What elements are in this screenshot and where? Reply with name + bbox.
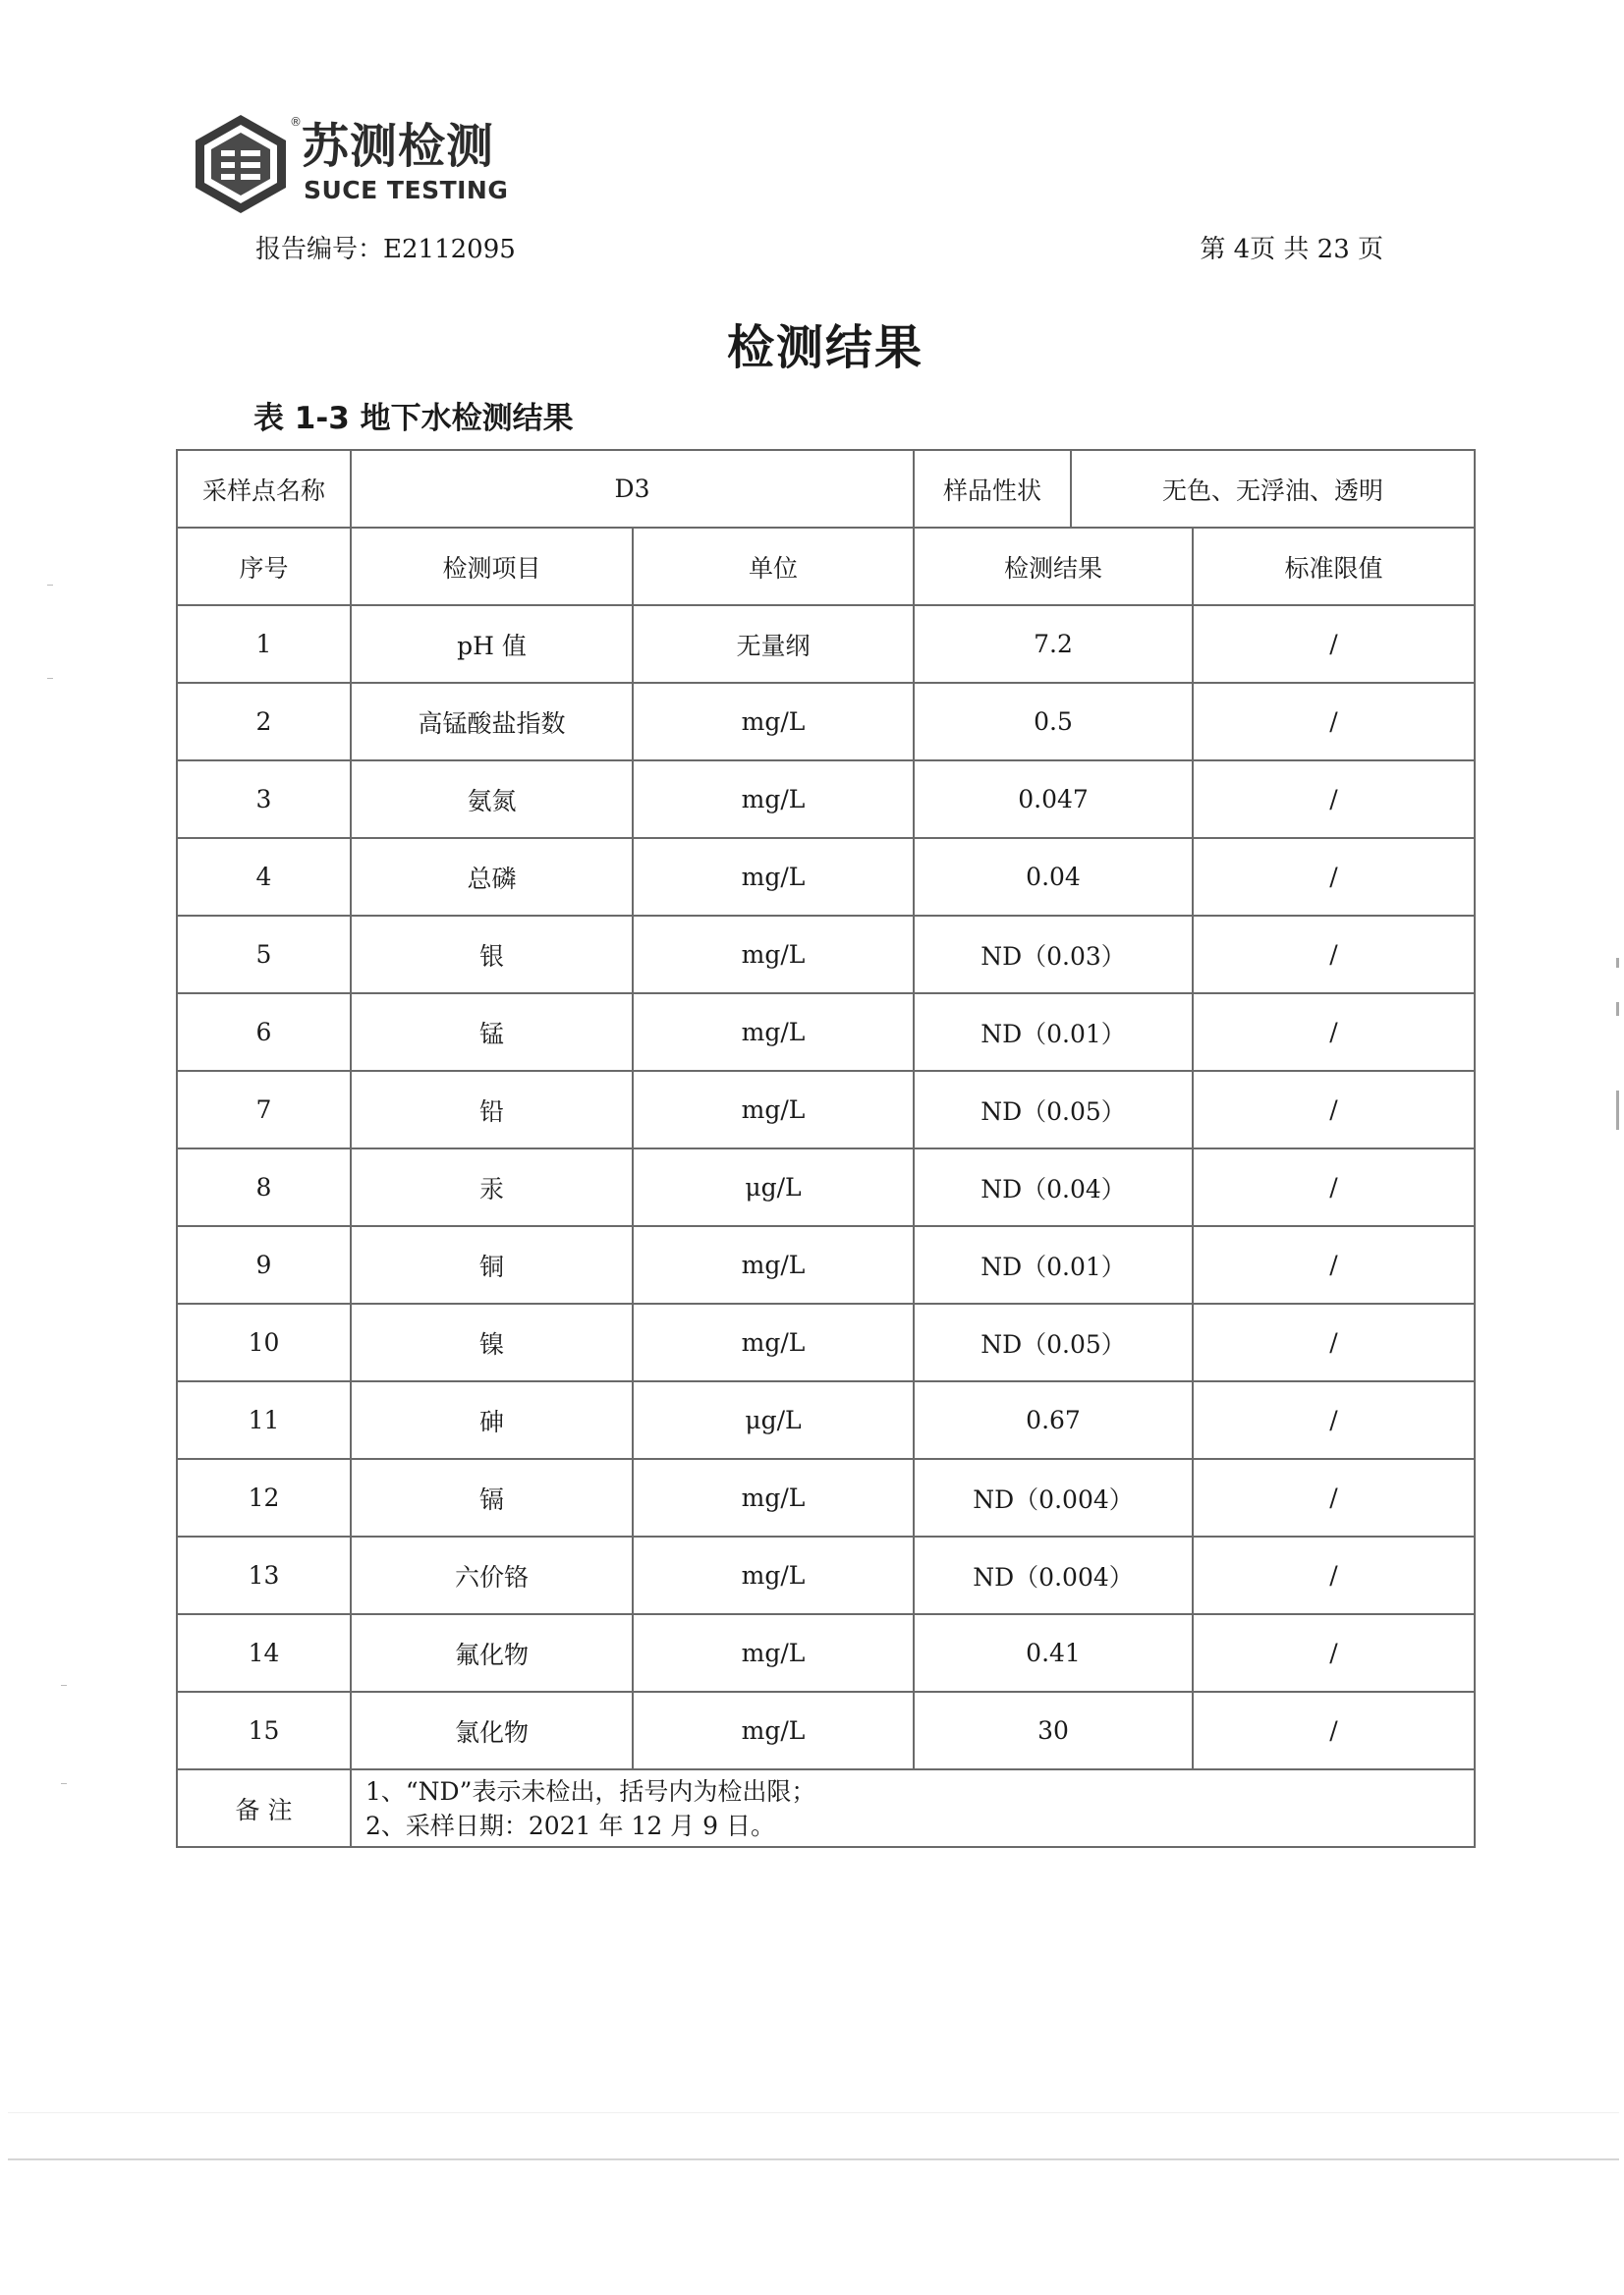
- column-header-unit: 单位: [633, 528, 914, 605]
- sample-point-label: 采样点名称: [177, 450, 351, 528]
- table-row: [177, 916, 1475, 993]
- cell-no: 11: [177, 1381, 351, 1459]
- cell-result: ND（0.03）: [914, 916, 1193, 993]
- cell-unit: mg/L: [633, 683, 914, 760]
- cell-unit: mg/L: [633, 838, 914, 916]
- table-header-row: [177, 528, 1475, 605]
- cell-item: 总磷: [351, 838, 633, 916]
- cell-limit: /: [1193, 916, 1475, 993]
- table-row: [177, 760, 1475, 838]
- cell-limit: /: [1193, 1148, 1475, 1226]
- cell-limit: /: [1193, 1071, 1475, 1148]
- cell-unit: mg/L: [633, 760, 914, 838]
- cell-no: 5: [177, 916, 351, 993]
- scan-edge-mark: [1616, 1002, 1619, 1016]
- cell-result: ND（0.04）: [914, 1148, 1193, 1226]
- cell-limit: /: [1193, 1537, 1475, 1614]
- cell-item: 氨氮: [351, 760, 633, 838]
- cell-limit: /: [1193, 1226, 1475, 1304]
- cell-result: 30: [914, 1692, 1193, 1769]
- table-row: [177, 1692, 1475, 1769]
- cell-result: ND（0.01）: [914, 993, 1193, 1071]
- cell-unit: mg/L: [633, 1537, 914, 1614]
- cell-item: 六价铬: [351, 1537, 633, 1614]
- cell-unit: mg/L: [633, 1304, 914, 1381]
- sample-point-value: D3: [351, 450, 914, 528]
- table-row: [177, 1614, 1475, 1692]
- remark-line: 1、“ND”表示未检出，括号内为检出限；: [365, 1776, 816, 1806]
- sample-appearance-label: 样品性状: [914, 450, 1071, 528]
- cell-item: 锰: [351, 993, 633, 1071]
- cell-no: 14: [177, 1614, 351, 1692]
- logo-hexagon-icon: [192, 113, 290, 215]
- table-row: [177, 1459, 1475, 1537]
- cell-result: 0.04: [914, 838, 1193, 916]
- cell-result: ND（0.004）: [914, 1459, 1193, 1537]
- cell-result: 0.67: [914, 1381, 1193, 1459]
- remarks-content: [351, 1769, 1475, 1847]
- cell-no: 6: [177, 993, 351, 1071]
- cell-unit: 无量纲: [633, 605, 914, 683]
- cell-result: 0.047: [914, 760, 1193, 838]
- cell-item: 砷: [351, 1381, 633, 1459]
- scan-artifact-line-faint: [8, 2112, 1619, 2113]
- remarks-label: 备 注: [177, 1769, 351, 1847]
- table-row: [177, 1304, 1475, 1381]
- cell-item: 汞: [351, 1148, 633, 1226]
- cell-limit: /: [1193, 683, 1475, 760]
- cell-limit: /: [1193, 1614, 1475, 1692]
- cell-no: 4: [177, 838, 351, 916]
- cell-unit: mg/L: [633, 993, 914, 1071]
- cell-unit: mg/L: [633, 1226, 914, 1304]
- remark-line: 2、采样日期：2021 年 12 月 9 日。: [365, 1811, 775, 1840]
- cell-limit: /: [1193, 838, 1475, 916]
- cell-no: 3: [177, 760, 351, 838]
- cell-result: ND（0.004）: [914, 1537, 1193, 1614]
- logo-registered-mark: ®: [290, 115, 302, 129]
- sample-info-row: [177, 450, 1475, 528]
- page-info: 第 4页 共 23 页: [1200, 235, 1383, 264]
- cell-no: 13: [177, 1537, 351, 1614]
- table-row: [177, 838, 1475, 916]
- cell-item: 铅: [351, 1071, 633, 1148]
- cell-no: 10: [177, 1304, 351, 1381]
- cell-unit: mg/L: [633, 1692, 914, 1769]
- logo-english-name: SUCE TESTING: [304, 176, 509, 204]
- cell-result: ND（0.05）: [914, 1304, 1193, 1381]
- table-row: [177, 1381, 1475, 1459]
- cell-result: 0.5: [914, 683, 1193, 760]
- remarks-row: [177, 1769, 1475, 1847]
- cell-item: 铜: [351, 1226, 633, 1304]
- scan-speck: [47, 585, 53, 586]
- cell-item: 镍: [351, 1304, 633, 1381]
- scan-edge-mark: [1616, 958, 1619, 968]
- cell-no: 15: [177, 1692, 351, 1769]
- cell-limit: /: [1193, 1381, 1475, 1459]
- table-row: [177, 1537, 1475, 1614]
- table-caption: 表 1-3 地下水检测结果: [253, 401, 574, 436]
- table-row: [177, 605, 1475, 683]
- sample-appearance-value: 无色、无浮油、透明: [1071, 450, 1475, 528]
- table-row: [177, 1226, 1475, 1304]
- cell-no: 2: [177, 683, 351, 760]
- cell-result: ND（0.01）: [914, 1226, 1193, 1304]
- logo-chinese-name: 苏测检测: [302, 119, 495, 174]
- column-header-item: 检测项目: [351, 528, 633, 605]
- cell-limit: /: [1193, 605, 1475, 683]
- scan-speck: [61, 1685, 67, 1686]
- cell-unit: mg/L: [633, 1614, 914, 1692]
- scan-speck: [47, 678, 53, 679]
- column-header-result: 检测结果: [914, 528, 1193, 605]
- table-row: [177, 1148, 1475, 1226]
- table-row: [177, 1071, 1475, 1148]
- cell-result: 0.41: [914, 1614, 1193, 1692]
- cell-result: ND（0.05）: [914, 1071, 1193, 1148]
- cell-item: 高锰酸盐指数: [351, 683, 633, 760]
- cell-unit: μg/L: [633, 1148, 914, 1226]
- report-number: 报告编号：E2112095: [255, 235, 516, 264]
- cell-no: 9: [177, 1226, 351, 1304]
- column-header-limit: 标准限值: [1193, 528, 1475, 605]
- cell-item: 镉: [351, 1459, 633, 1537]
- cell-limit: /: [1193, 1459, 1475, 1537]
- column-header-no: 序号: [177, 528, 351, 605]
- cell-no: 7: [177, 1071, 351, 1148]
- cell-limit: /: [1193, 760, 1475, 838]
- page-title: 检测结果: [726, 320, 924, 375]
- cell-no: 12: [177, 1459, 351, 1537]
- cell-limit: /: [1193, 1692, 1475, 1769]
- cell-unit: μg/L: [633, 1381, 914, 1459]
- company-logo: [192, 113, 516, 216]
- cell-result: 7.2: [914, 605, 1193, 683]
- cell-unit: mg/L: [633, 916, 914, 993]
- cell-limit: /: [1193, 1304, 1475, 1381]
- scan-edge-mark: [1616, 1091, 1619, 1130]
- cell-item: 氯化物: [351, 1692, 633, 1769]
- cell-item: pH 值: [351, 605, 633, 683]
- cell-item: 氟化物: [351, 1614, 633, 1692]
- cell-item: 银: [351, 916, 633, 993]
- scan-speck: [61, 1783, 67, 1784]
- cell-no: 1: [177, 605, 351, 683]
- groundwater-results-table: [176, 449, 1476, 1848]
- cell-unit: mg/L: [633, 1071, 914, 1148]
- cell-unit: mg/L: [633, 1459, 914, 1537]
- table-row: [177, 683, 1475, 760]
- table-row: [177, 993, 1475, 1071]
- cell-limit: /: [1193, 993, 1475, 1071]
- scan-artifact-line: [8, 2158, 1619, 2160]
- cell-no: 8: [177, 1148, 351, 1226]
